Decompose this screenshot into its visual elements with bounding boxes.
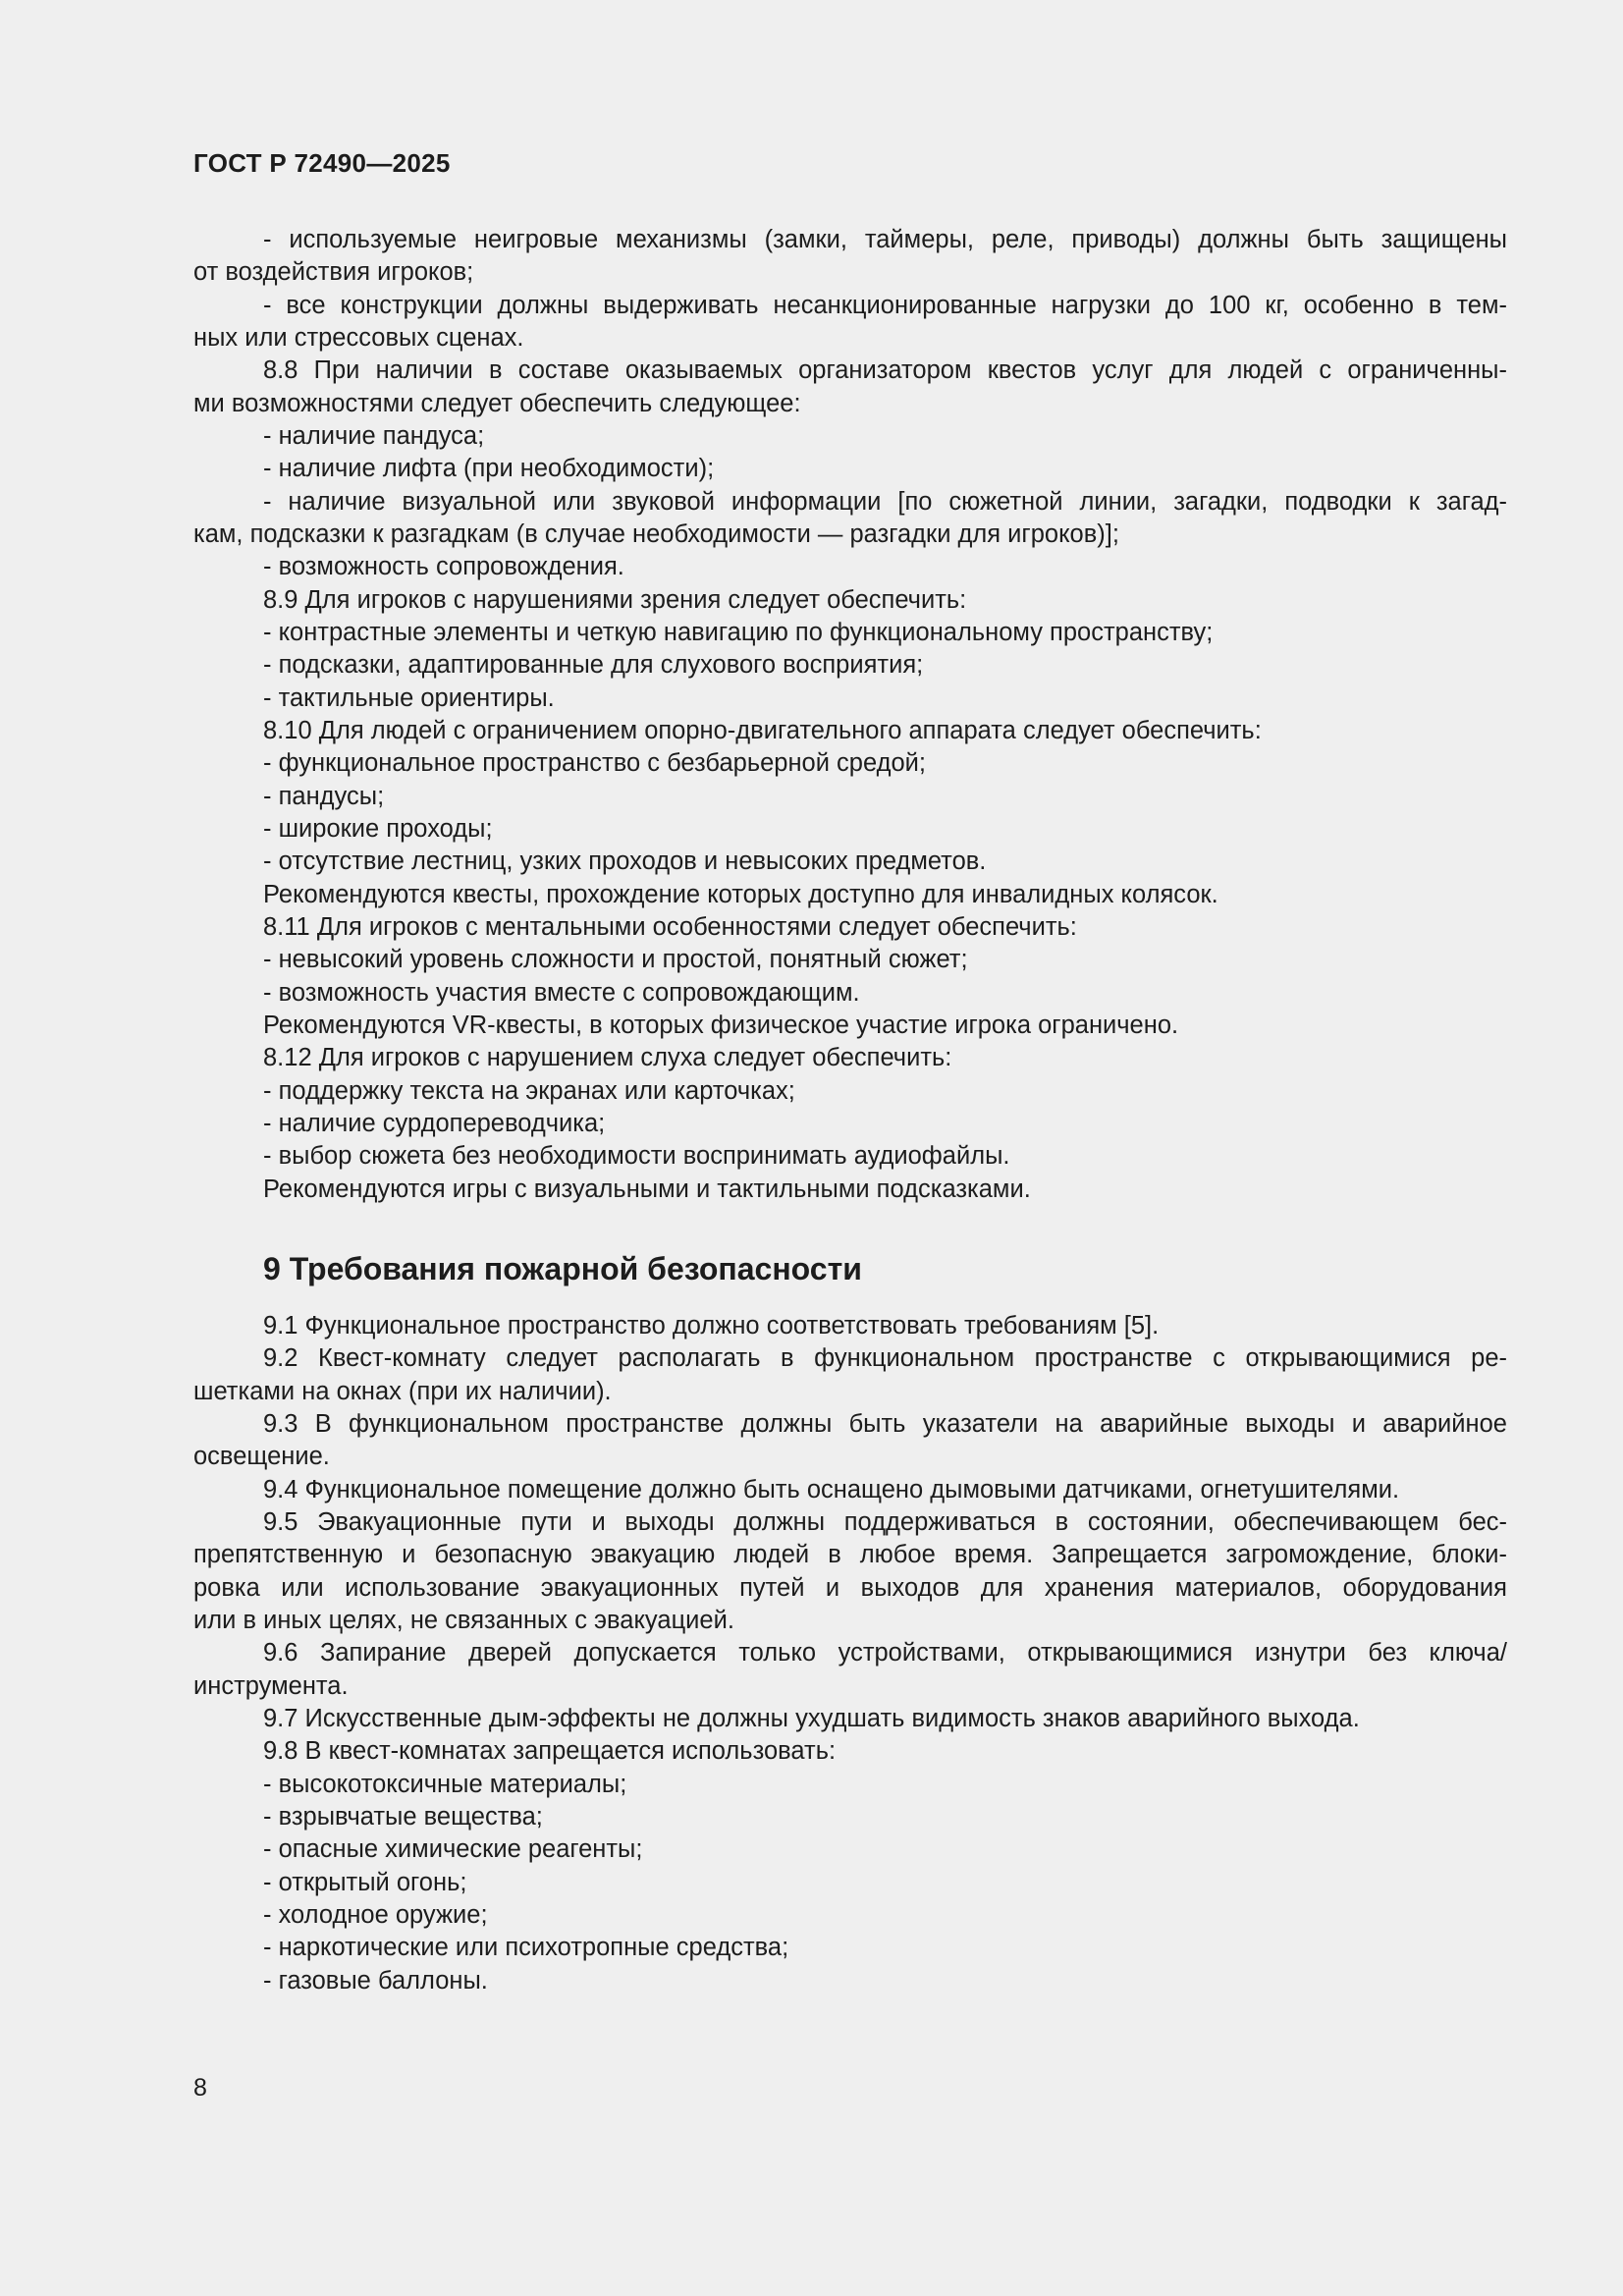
section-heading: 9 Требования пожарной безопасности: [263, 1251, 862, 1286]
text-line: 8.10 Для людей с ограничением опорно-двигательного аппарата следует обеспечить:: [263, 717, 1262, 744]
text-line: - контрастные элементы и четкую навигацию по функциональному пространству;: [263, 619, 1214, 646]
text-line: 9.3 В функциональном пространстве должны быть указатели на аварийные выходы и аварийное: [263, 1410, 1507, 1438]
text-line: шетками на окнах (при их наличии).: [193, 1378, 612, 1405]
text-line: - подсказки, адаптированные для слухового восприятия;: [263, 651, 924, 679]
text-line: - высокотоксичные материалы;: [263, 1771, 627, 1798]
text-line: ми возможностями следует обеспечить следующее:: [193, 390, 801, 417]
text-line: - функциональное пространство с безбарьерной средой;: [263, 749, 927, 777]
text-line: - открытый огонь;: [263, 1869, 467, 1896]
text-line: 9.5 Эвакуационные пути и выходы должны поддерживаться в состоянии, обеспечивающем бес-: [263, 1508, 1507, 1536]
text-line: 9.2 Квест-комнату следует располагать в функциональном пространстве с открывающимися ре-: [263, 1344, 1507, 1372]
text-line: - возможность участия вместе с сопровождающим.: [263, 979, 860, 1007]
text-line: 9.4 Функциональное помещение должно быть оснащено дымовыми датчиками, огнетушителями.: [263, 1476, 1400, 1503]
text-line: 8.8 При наличии в составе оказываемых организатором квестов услуг для людей с ограниченны-: [263, 356, 1507, 384]
text-line: 9.6 Запирание дверей допускается только устройствами, открывающимися изнутри без ключа/: [263, 1639, 1507, 1667]
text-line: кам, подсказки к разгадкам (в случае необходимости — разгадки для игроков)];: [193, 520, 1119, 548]
text-line: от воздействия игроков;: [193, 258, 474, 286]
text-line: - наличие лифта (при необходимости);: [263, 455, 715, 482]
text-line: - взрывчатые вещества;: [263, 1803, 543, 1831]
text-line: - холодное оружие;: [263, 1901, 488, 1929]
text-line: - газовые баллоны.: [263, 1967, 488, 1995]
text-line: - наличие визуальной или звуковой информации [по сюжетной линии, загадки, подводки к загад-: [263, 488, 1507, 516]
text-line: Рекомендуются квесты, прохождение которых доступно для инвалидных колясок.: [263, 881, 1218, 908]
text-line: препятственную и безопасную эвакуацию людей в любое время. Запрещается загромождение, блоки-: [193, 1541, 1507, 1568]
text-line: - наличие сурдопереводчика;: [263, 1110, 606, 1137]
text-line: Рекомендуются игры с визуальными и тактильными подсказками.: [263, 1175, 1031, 1203]
text-line: инструмента.: [193, 1672, 349, 1700]
text-line: освещение.: [193, 1443, 330, 1470]
text-line: - широкие проходы;: [263, 815, 493, 843]
text-line: ровка или использование эвакуационных путей и выходов для хранения материалов, оборудования: [193, 1574, 1507, 1602]
text-line: 9.7 Искусственные дым-эффекты не должны ухудшать видимость знаков аварийного выхода.: [263, 1705, 1360, 1732]
text-line: ных или стрессовых сценах.: [193, 324, 524, 352]
text-line: - тактильные ориентиры.: [263, 684, 555, 712]
text-line: 9.1 Функциональное пространство должно соответствовать требованиям [5].: [263, 1312, 1160, 1339]
text-line: - все конструкции должны выдерживать несанкционированные нагрузки до 100 кг, особенно в тем-: [263, 292, 1507, 319]
text-line: - наличие пандуса;: [263, 422, 485, 450]
text-line: - поддержку текста на экранах или карточках;: [263, 1077, 795, 1105]
text-line: - опасные химические реагенты;: [263, 1835, 643, 1863]
document-header: ГОСТ Р 72490—2025: [193, 148, 451, 178]
text-line: - отсутствие лестниц, узких проходов и невысоких предметов.: [263, 847, 987, 875]
text-line: - используемые неигровые механизмы (замки, таймеры, реле, приводы) должны быть защищены: [263, 226, 1507, 253]
text-line: Рекомендуются VR-квесты, в которых физическое участие игрока ограничено.: [263, 1011, 1179, 1039]
text-line: 8.11 Для игроков с ментальными особенностями следует обеспечить:: [263, 913, 1077, 941]
text-line: - невысокий уровень сложности и простой, понятный сюжет;: [263, 946, 968, 973]
text-line: - пандусы;: [263, 783, 385, 810]
text-line: - возможность сопровождения.: [263, 553, 624, 580]
text-line: - наркотические или психотропные средства;: [263, 1934, 789, 1961]
text-line: - выбор сюжета без необходимости воспринимать аудиофайлы.: [263, 1142, 1010, 1170]
text-line: 9.8 В квест-комнатах запрещается использовать:: [263, 1737, 837, 1765]
page-number: 8: [193, 2074, 207, 2102]
text-line: или в иных целях, не связанных с эвакуацией.: [193, 1607, 734, 1634]
text-line: 8.9 Для игроков с нарушениями зрения следует обеспечить:: [263, 586, 967, 614]
text-line: 8.12 Для игроков с нарушением слуха следует обеспечить:: [263, 1044, 952, 1071]
